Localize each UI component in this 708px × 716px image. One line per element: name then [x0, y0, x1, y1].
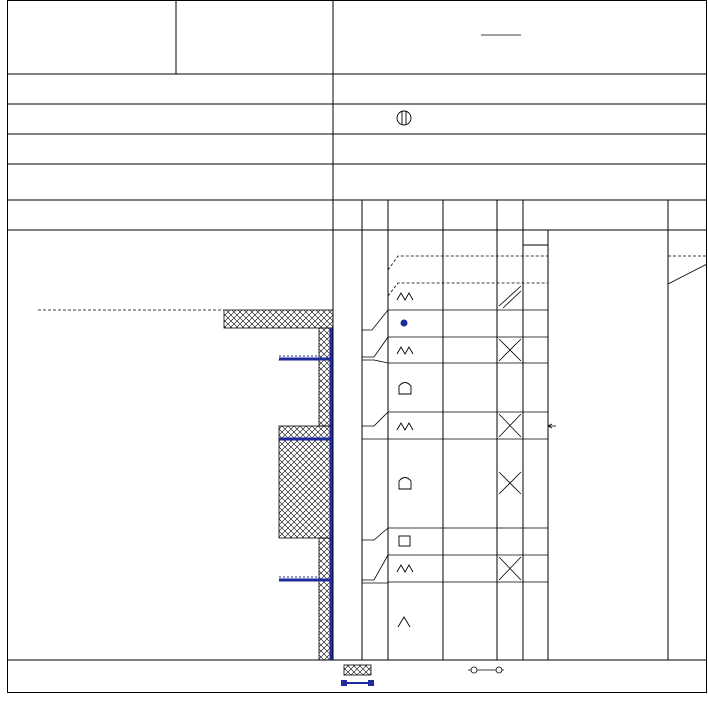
depth-hoar-icon [397, 293, 413, 300]
